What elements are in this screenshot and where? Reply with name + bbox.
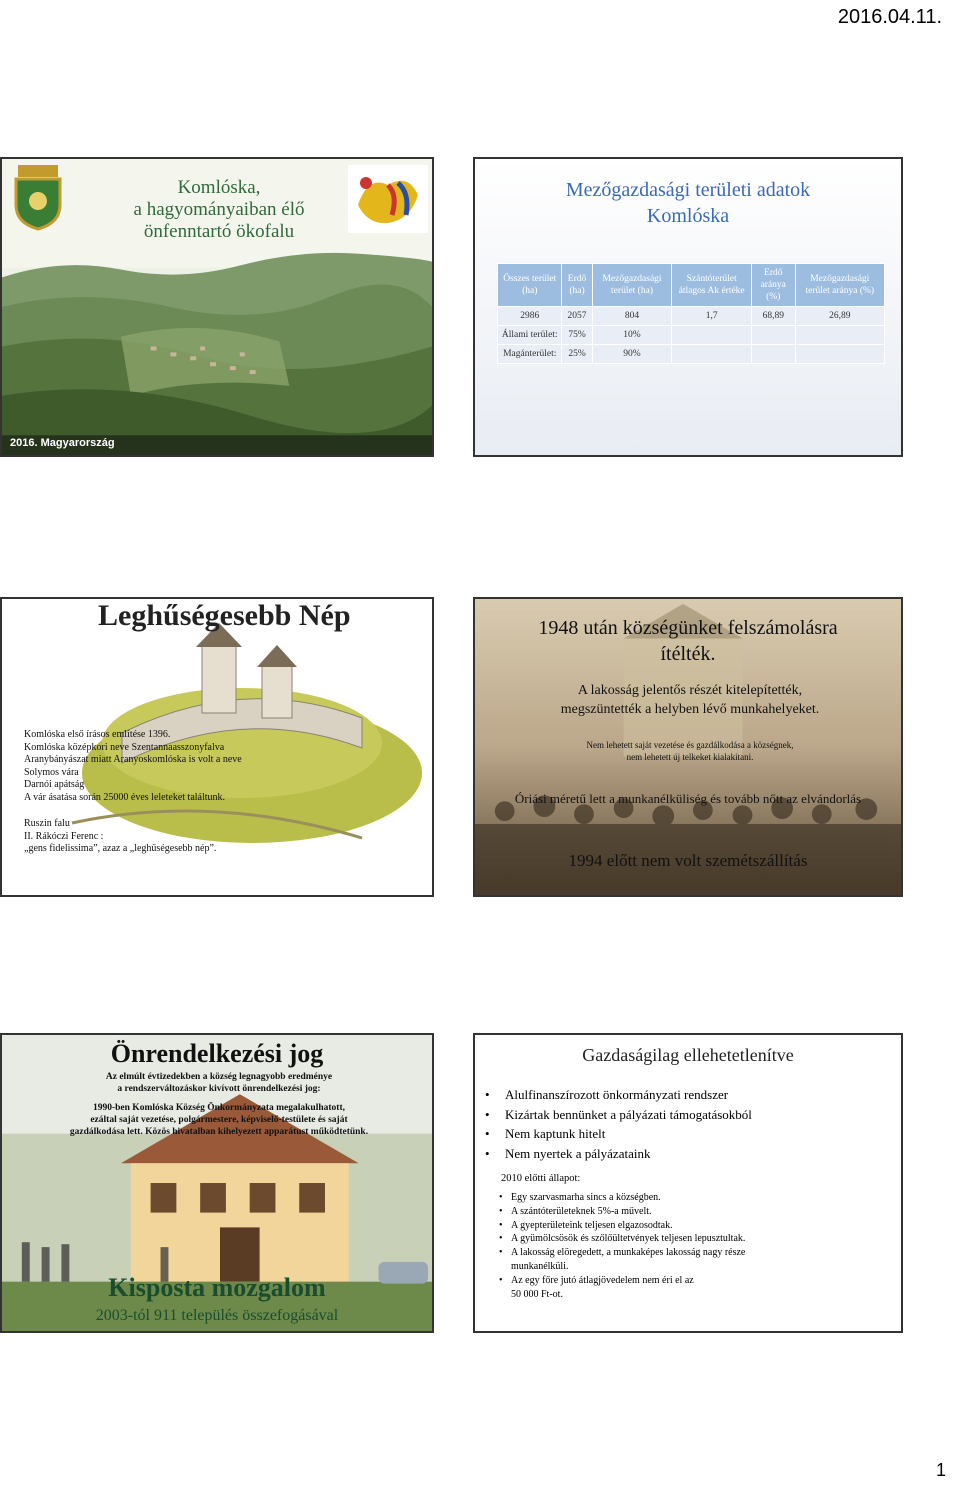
slide2-title: [475, 177, 901, 229]
body-line: Ruszin falu: [24, 818, 70, 829]
list-item-continuation: munkanélküli.: [511, 1260, 569, 1272]
slide5-title: Önrendelkezési jog: [110, 1039, 324, 1068]
table-cell: 2986: [498, 307, 562, 326]
table-cell: Állami terület:: [498, 326, 562, 345]
slide-komloska-title: [0, 157, 434, 457]
list-item: • A gyepterületeink teljesen elgazosodtak.: [511, 1219, 851, 1233]
table-header-cell: Összes terület (ha): [498, 264, 562, 307]
slide-loyal-people: [0, 597, 434, 897]
paragraph-line: megszüntették a helyben lévő munkahelyeket.: [560, 702, 820, 717]
slide4-paragraph: [495, 681, 885, 719]
list-item: • A gyümölcsösök és szőlőültetvények teljesen lepusztultak.: [511, 1232, 851, 1246]
body-line: Komlóska első írásos említése 1396.: [24, 729, 171, 740]
body-line: Komlóska középkori neve Szentannaasszonyfalva: [24, 741, 225, 753]
small-line: Nem lehetett saját vezetése és gazdálkodása a községnek,: [586, 740, 794, 750]
folk-rooster-icon: [348, 165, 428, 233]
table-cell: 25%: [562, 345, 592, 364]
table-cell: [751, 326, 795, 345]
title-line: önfenntartó ökofalu: [143, 221, 295, 242]
table-cell: 10%: [592, 326, 672, 345]
table-cell: [672, 345, 751, 364]
body-line: Az elmúlt évtizedekben a község legnagyobb eredménye: [105, 1072, 333, 1082]
table-header-row: [498, 264, 885, 307]
table-row: [498, 326, 885, 345]
body-line: gazdálkodása lett. Közös hivatalban kihelyezett apparátust működtetünk.: [69, 1127, 369, 1138]
table-cell: [751, 345, 795, 364]
agricultural-data-table: [497, 263, 885, 364]
body-line: Aranybányászat miatt Aranyoskomlóska is volt a neve: [24, 754, 242, 765]
title-line: Komlóska: [646, 205, 730, 227]
table-cell: 26,89: [795, 307, 884, 326]
slide-economic-hardship: [473, 1033, 903, 1333]
list-item: • Nem kaptunk hitelt: [501, 1124, 752, 1144]
slide-liquidation-1948: [473, 597, 903, 897]
coat-of-arms-icon: [10, 165, 66, 231]
table-header-cell: Mezőgazdasági terület aránya (%): [795, 264, 884, 307]
table-header-cell: Erdő aránya (%): [751, 264, 795, 307]
table-row: [498, 345, 885, 364]
title-line: Komlóska,: [177, 177, 261, 198]
list-item: • Kizártak bennünket a pályázati támogatásokból: [501, 1105, 752, 1125]
table-cell: 75%: [562, 326, 592, 345]
slide-agricultural-data: [473, 157, 903, 457]
list-item-continuation: 50 000 Ft-ot.: [511, 1288, 563, 1300]
body-line: „gens fidelissima”, azaz a „leghűségesebb nép”.: [24, 843, 217, 854]
body-line: a rendszerváltozáskor kivívott önrendelkezési jog:: [117, 1084, 321, 1095]
body-line: Darnói apátság: [24, 779, 85, 790]
body-line: ezáltal saját vezetése, polgármestere, képviselő-testülete és saját: [90, 1114, 348, 1125]
title-line: Mezőgazdasági területi adatok: [565, 179, 811, 201]
list-item: • A lakosság elöregedett, a munkaképes lakosság nagy része: [511, 1246, 851, 1260]
title-line: a hagyományaiban élő: [133, 199, 305, 220]
table-row: [498, 307, 885, 326]
table-header-cell: Mezőgazdasági terület (ha): [592, 264, 672, 307]
slide4-unemployment-text: Óriási méretű lett a munkanélküliség és tovább nőtt az elvándorlás: [514, 791, 862, 806]
list-item: • Egy szarvasmarha sincs a községben.: [511, 1191, 851, 1205]
table-header-cell: Erdő (ha): [562, 264, 592, 307]
table-cell: [795, 345, 884, 364]
heading-line: ítélték.: [660, 643, 716, 665]
slide4-small-text: [515, 739, 865, 763]
slide1-caption: 2016. Magyarország: [10, 437, 115, 449]
table-cell: 1,7: [672, 307, 751, 326]
sub-bullet-list: [511, 1191, 851, 1301]
body-line: Solymos vára: [24, 766, 79, 778]
date-header: 2016.04.11.: [837, 6, 942, 28]
list-item: • Alulfinanszírozott önkormányzati rendszer: [501, 1085, 752, 1105]
table-cell: [795, 326, 884, 345]
list-item: • Az egy főre jutó átlagjövedelem nem éri el az: [511, 1274, 851, 1288]
heading-line: 1948 után községünket felszámolásra: [538, 617, 838, 639]
table-cell: Magánterület:: [498, 345, 562, 364]
kisposta-subheading: 2003-tól 911 település összefogásával: [95, 1307, 339, 1324]
slide3-title: Leghűségesebb Nép: [98, 599, 351, 632]
table-header-cell: Szántóterület átlagos Ak értéke: [672, 264, 751, 307]
slide5-body: [22, 1071, 416, 1138]
main-bullet-list: [501, 1085, 752, 1163]
body-line: A vár ásatása során 25000 éves leleteket találtunk.: [24, 791, 226, 803]
slide4-heading: [475, 615, 901, 667]
list-item: • Nem nyertek a pályázataink: [501, 1144, 752, 1164]
table-cell: [672, 326, 751, 345]
table-cell: 68,89: [751, 307, 795, 326]
small-line: nem lehetett új telkeket kialakítani.: [626, 752, 754, 762]
slide3-body: [24, 729, 424, 856]
body-line: II. Rákóczi Ferenc :: [24, 830, 104, 842]
list-item: • A szántóterületeknek 5%-a művelt.: [511, 1205, 851, 1219]
slide1-title: [94, 177, 344, 243]
slide6-title: Gazdaságilag ellehetetlenítve: [582, 1045, 794, 1065]
sub-heading: 2010 előtti állapot:: [501, 1173, 581, 1184]
table-cell: 804: [592, 307, 672, 326]
body-line: 1990-ben Komlóska Község Önkormányzata megalakulhatott,: [92, 1102, 345, 1113]
spacer: [24, 804, 424, 818]
page-number: 1: [935, 1460, 946, 1480]
table-cell: 90%: [592, 345, 672, 364]
slide-self-government: [0, 1033, 434, 1333]
table-cell: 2057: [562, 307, 592, 326]
paragraph-line: A lakosság jelentős részét kitelepítették,: [577, 683, 803, 698]
slide4-waste-text: 1994 előtt nem volt szemétszállítás: [568, 851, 808, 870]
kisposta-heading: Kisposta mozgalom: [108, 1273, 326, 1302]
